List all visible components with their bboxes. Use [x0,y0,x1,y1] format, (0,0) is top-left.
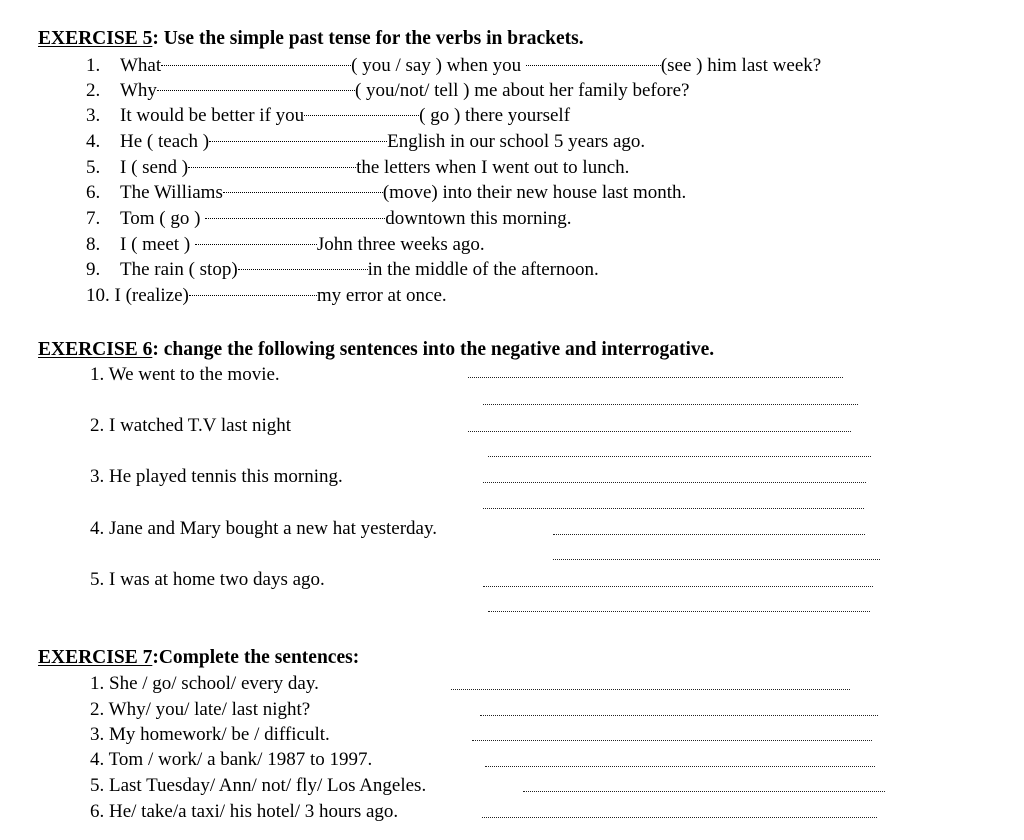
answer-line[interactable] [483,404,858,405]
exercise-6-heading [38,339,714,361]
exercise-5-label: EXERCISE 5 [38,28,153,49]
answer-line[interactable] [523,791,885,792]
answer-blank[interactable] [188,167,356,168]
exercise-7-label: EXERCISE 7 [38,647,153,668]
answer-blank[interactable] [157,90,355,91]
answer-line[interactable] [553,534,865,535]
answer-line[interactable] [483,586,873,587]
answer-blank[interactable] [209,141,387,142]
exercise-7-instruction: :Complete the sentences: [152,647,360,668]
answer-line[interactable] [480,715,878,716]
ex5-item-3: 3. It would be better if you ( go ) there yourself [86,105,571,126]
ex5-item-1: 1. What ( you / say ) when you (see ) him last week? [86,55,822,76]
answer-line[interactable] [468,431,851,432]
ex7-item-6: 6. He/ take/a taxi/ his hotel/ 3 hours ago. [90,801,399,822]
answer-blank[interactable] [304,115,419,116]
ex6-item-3: 3. He played tennis this morning. [90,466,343,487]
ex5-item-5: 5. I ( send ) the letters when I went out to lunch. [86,157,630,178]
answer-line[interactable] [485,766,875,767]
exercise-7-heading [38,647,359,669]
ex5-item-2: 2. Why ( you/not/ tell ) me about her family before? [86,80,690,101]
ex5-item-4: 4. He ( teach ) English in our school 5 years ago. [86,131,646,152]
ex7-item-3: 3. My homework/ be / difficult. [90,724,330,745]
exercise-6-label: EXERCISE 6 [38,339,153,360]
answer-blank[interactable] [526,65,661,66]
answer-blank[interactable] [161,65,351,66]
answer-line[interactable] [468,377,843,378]
answer-blank[interactable] [189,295,317,296]
answer-line[interactable] [483,482,866,483]
answer-blank[interactable] [238,269,368,270]
ex5-item-8: 8. I ( meet ) John three weeks ago. [86,234,485,255]
exercise-5-instruction: : Use the simple past tense for the verbs in brackets. [152,28,584,49]
answer-line[interactable] [488,456,871,457]
ex6-item-1: 1. We went to the movie. [90,364,280,385]
answer-line[interactable] [482,817,877,818]
ex5-item-6: 6. The Williams (move) into their new house last month. [86,182,687,203]
answer-blank[interactable] [195,244,317,245]
answer-line[interactable] [451,689,850,690]
ex6-item-4: 4. Jane and Mary bought a new hat yesterday. [90,518,437,539]
answer-blank[interactable] [205,218,385,219]
ex6-item-5: 5. I was at home two days ago. [90,569,325,590]
ex7-item-1: 1. She / go/ school/ every day. [90,673,319,694]
ex5-item-7: 7. Tom ( go ) downtown this morning. [86,208,572,229]
ex5-item-10: 10. I (realize) my error at once. [86,285,447,306]
ex7-item-2: 2. Why/ you/ late/ last night? [90,699,311,720]
ex7-item-5: 5. Last Tuesday/ Ann/ not/ fly/ Los Angeles. [90,775,427,796]
ex6-item-2: 2. I watched T.V last night [90,415,292,436]
answer-line[interactable] [483,508,864,509]
ex5-item-9: 9. The rain ( stop) in the middle of the afternoon. [86,259,599,280]
ex7-item-4: 4. Tom / work/ a bank/ 1987 to 1997. [90,749,373,770]
exercise-6-instruction: : change the following sentences into the negative and interrogative. [152,339,715,360]
answer-blank[interactable] [223,192,383,193]
answer-line[interactable] [553,559,880,560]
answer-line[interactable] [488,611,870,612]
answer-line[interactable] [472,740,872,741]
exercise-5-heading [38,28,584,50]
